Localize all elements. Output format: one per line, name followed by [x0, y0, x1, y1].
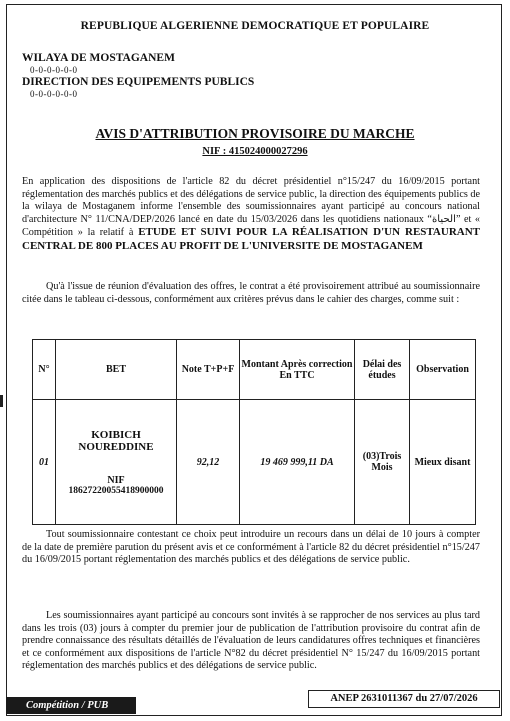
notice-nif: NIF : 415024000027296 — [202, 146, 308, 157]
col-bet-header: BET — [56, 340, 177, 400]
table-header-row — [33, 340, 476, 400]
col-num-header: N° — [33, 340, 56, 400]
table-row — [33, 400, 476, 525]
award-paragraph: Qu'à l'issue de réunion d'évaluation des offres, le contrat a été provisoirement attribué au soumissionnaire citée dans le tableau ci-dessous, conformément aux critères prévus dans le cahier des charges, comme suit : — [22, 281, 480, 305]
scan-mark — [0, 395, 3, 407]
intro-paragraph — [22, 176, 480, 253]
col-observation-header: Observation — [410, 340, 476, 400]
notice-title: AVIS D'ATTRIBUTION PROVISOIRE DU MARCHE — [95, 126, 415, 141]
direction-line: DIRECTION DES EQUIPEMENTS PUBLICS — [22, 76, 255, 88]
row-bet — [56, 400, 177, 525]
appeal-paragraph: Tout soumissionnaire contestant ce choix peut introduire un recours dans un délai de 10 jours à compter de la date de première parution du présent avis et ce conformément à l'article 82 du décret présidentiel n°15/247 du 16/09/2015 portant réglementation des marchés publics et des délégations de service public. — [22, 529, 480, 565]
row-note: 92,12 — [177, 400, 240, 525]
ornament-line: 0-0-0-0-0-0 — [30, 65, 78, 75]
issuer-block — [22, 52, 254, 100]
row-delay: (03)Trois Mois — [355, 400, 410, 525]
col-amount-header: Montant Après correction En TTC — [240, 340, 355, 400]
col-note-header: Note T+P+F — [177, 340, 240, 400]
ornament-line-2: 0-0-0-0-0-0 — [30, 89, 78, 99]
row-num: 01 — [33, 400, 56, 525]
publication-tag: Compétition / PUB — [6, 697, 136, 714]
award-table — [32, 339, 476, 525]
bet-name: KOIBICH NOUREDDINE — [78, 428, 154, 453]
wilaya-line: WILAYA DE MOSTAGANEM — [22, 52, 175, 64]
project-title: ETUDE ET SUIVI POUR LA RÉALISATION D'UN RESTAURANT CENTRAL DE 800 PLACES AU PROFIT DE L'UNIVERSITE DE MOSTAGANEM — [22, 226, 480, 252]
intro-text: En application des dispositions de l'article 82 du décret présidentiel n°15/247 du 16/09/2015 portant réglementation des marchés publics et des délégations de service public, la direction des équipements publics de la wilaya de Mostaganem informe l'ensemble des soumissionnaires ayant participé au concours national d'architecture N° 11/CNA/DEP/2026 lancé en date du 15/03/2026 dans les quotidiens nationaux “الحياة” et « Compétition » la relatif à — [22, 176, 480, 238]
bet-nif-label: NIF — [107, 474, 125, 486]
col-delay-header: Délai des études — [355, 340, 410, 400]
bet-nif: 18627220055418900000 — [68, 485, 164, 496]
consultation-paragraph: Les soumissionnaires ayant participé au concours sont invités à se rapprocher de nos services au plus tard dans les trois (03) jours à compter du premier jour de publication de l'attribution provisoire du contrat afin de prendre connaissance des résultats détaillés de l'évaluation de leurs candidatures offres techniques et financières et ce conformément aux dispositions de l'article N°82 du décret présidentiel N° 15/247 du 16/09/2015 portant réglementation des marchés publics et des délégations de service public. — [22, 610, 480, 671]
republic-header: REPUBLIQUE ALGERIENNE DEMOCRATIQUE ET POPULAIRE — [80, 20, 430, 32]
anep-reference: ANEP 2631011367 du 27/07/2026 — [308, 690, 500, 708]
row-observation: Mieux disant — [410, 400, 476, 525]
row-amount: 19 469 999,11 DA — [240, 400, 355, 525]
